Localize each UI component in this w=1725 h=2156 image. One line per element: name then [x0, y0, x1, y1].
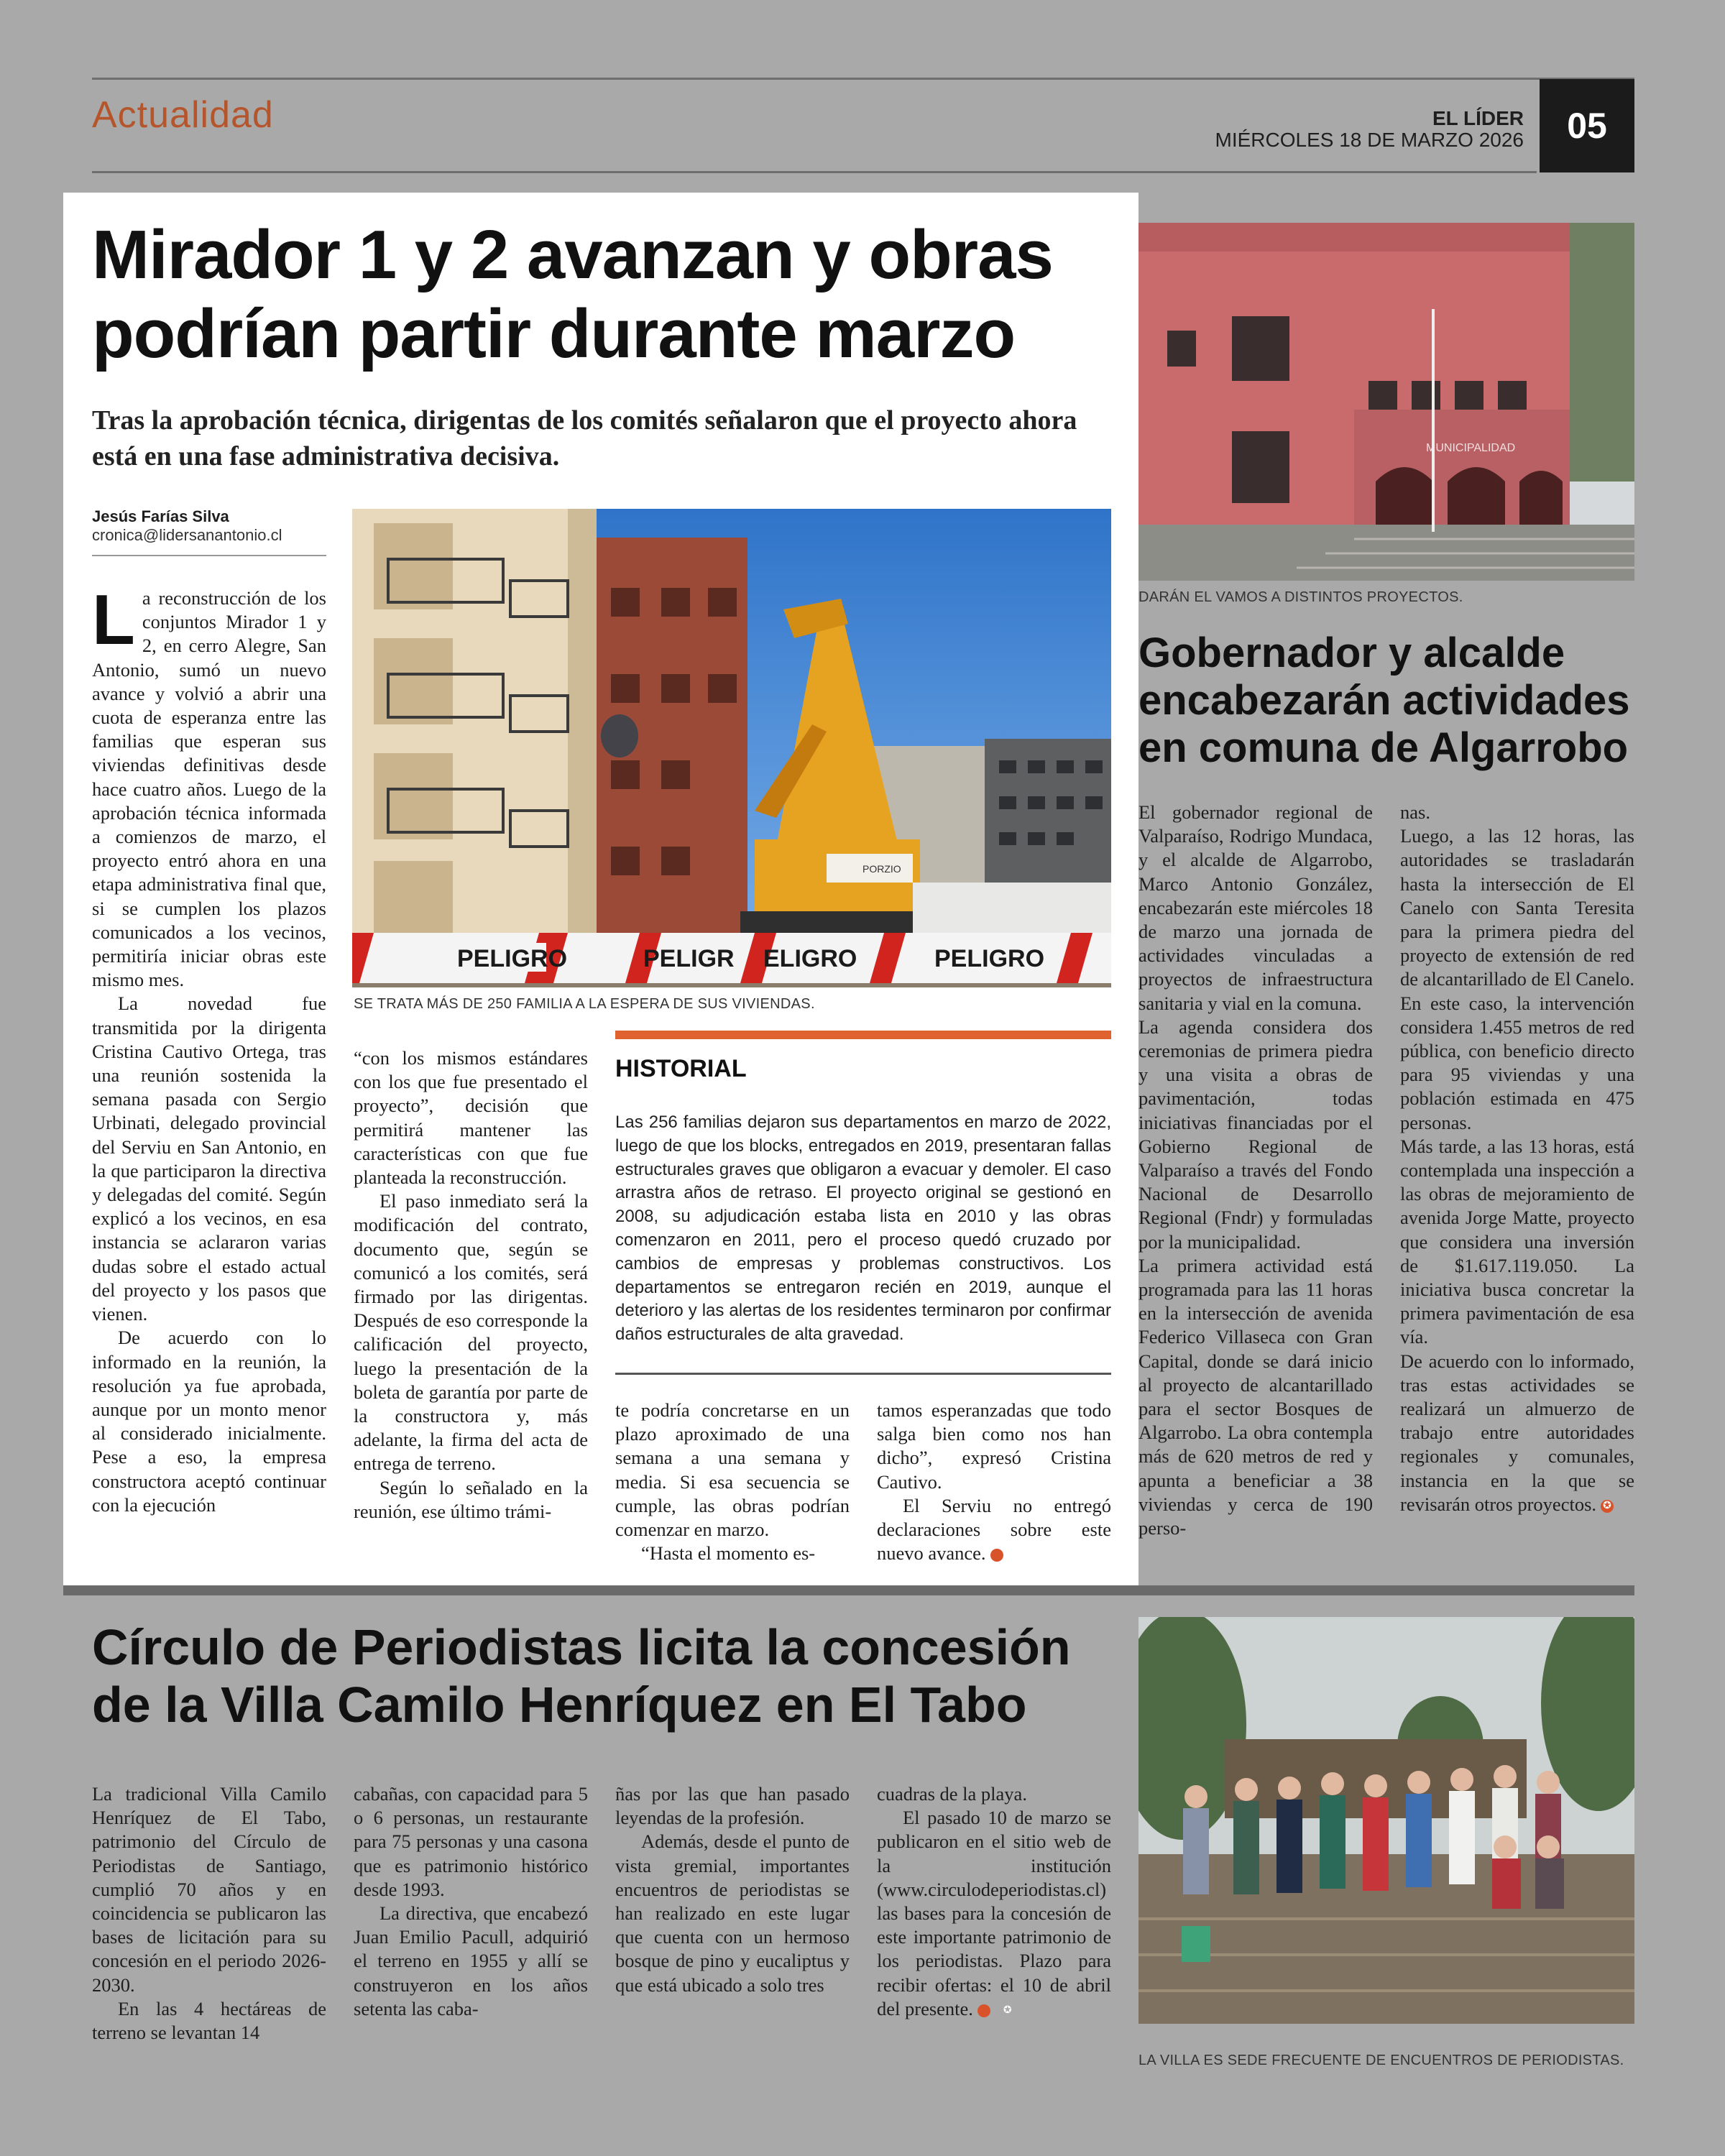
bottom-column-2 [354, 1782, 588, 2021]
municipal-building-graphic [1138, 223, 1634, 581]
main-column-4 [877, 1399, 1111, 1565]
main-paragraph-8: “Hasta el momento es- [641, 1542, 816, 1565]
page-number: 05 [1540, 79, 1634, 172]
construction-photo-graphic [352, 509, 1111, 987]
main-photo [352, 509, 1111, 987]
tape-label-4: PELIGRO [934, 945, 1045, 972]
side-photo-caption: DARÁN EL VAMOS A DISTINTOS PROYECTOS. [1138, 589, 1463, 605]
bottom-headline [92, 1618, 1120, 1733]
side-photo [1138, 223, 1634, 581]
svg-text:PORZIO: PORZIO [862, 863, 901, 875]
main-paragraph-6: Según lo señalado en la reunión, ese último trámi- [354, 1476, 588, 1522]
side-paragraph-5: Luego, a las 12 horas, las autoridades se trasladarán hasta la intersección de El Canelo con Santa Teresita para la primera piedra del proyecto de extensión de red de alcantarillado de El Canelo. [1400, 825, 1634, 990]
side-headline-line1: Gobernador y alcalde [1138, 630, 1565, 676]
main-deck: Tras la aprobación técnica, dirigentas de los comités señalaron que el proyecto ahora está en una fase administrativa decisiva. [92, 405, 1077, 471]
section-label: Actualidad [92, 94, 274, 136]
bottom-headline-line1: Círculo de Periodistas licita la concesión [92, 1619, 1071, 1675]
side-column-2 [1400, 801, 1634, 1516]
main-column-1 [92, 580, 326, 1517]
bottom-column-3 [615, 1782, 850, 1997]
bottom-column-4 [877, 1782, 1111, 2021]
main-paragraph-7: te podría concretarse en un plazo aproximado de una semana a una semana y media. Si esa secuencia se cumple, las obras podrían comenzar en marzo. [615, 1399, 850, 1541]
bottom-paragraph-5: ñas por las que han pasado leyendas de la profesión. [615, 1783, 850, 1829]
side-paragraph-6: En este caso, la intervención considera 1.455 metros de red pública, con beneficio directo para 95 viviendas y una población estimada en 475 personas. [1400, 992, 1634, 1133]
main-column-2 [354, 1046, 588, 1524]
group-photo [1138, 1617, 1634, 2024]
side-headline [1138, 630, 1634, 772]
bottom-paragraph-3: cabañas, con capacidad para 5 o 6 personas, un restaurante para 75 personas y una casona que es patrimonio histórico desde 1993. [354, 1783, 588, 1900]
dropcap: L [92, 580, 135, 659]
bottom-paragraph-2: En las 4 hectáreas de terreno se levantan 14 [92, 1997, 326, 2044]
author-name: Jesús Farías Silva [92, 507, 229, 525]
tape-label-3: ELIGRO [763, 945, 857, 972]
bottom-paragraph-1: La tradicional Villa Camilo Henríquez de El Tabo, patrimonio del Círculo de Periodistas de Santiago, cumplió 70 años y en coincidencia se publicaron las bases de licitación para su concesión en el periodo 2026-2030. [92, 1783, 326, 1996]
bottom-paragraph-8: El pasado 10 de marzo se publicaron en el sitio web de la institución (www.circulodeperiodistas.cl) las bases para la concesión de este importante patrimonio de los periodistas. Plazo para recibir ofertas: el 10 de abril del presente. ✪ [877, 1807, 1111, 2019]
main-headline [92, 216, 1141, 374]
author-email: cronica@lidersanantonio.cl [92, 526, 282, 544]
main-photo-caption: SE TRATA MÁS DE 250 FAMILIA A LA ESPERA DE SUS VIVIENDAS. [354, 996, 815, 1012]
historial-accent-bar [615, 1031, 1111, 1039]
side-paragraph-3: La primera actividad está programada para las 11 horas en la intersección de avenida Federico Villaseca con Gran Capital, donde se dará inicio al proyecto de alcantarillado para el sector Bosques de Algarrobo. La obra contempla más de 620 metros de red y apunta a beneficiar a 38 viviendas y cerca de 190 perso- [1138, 1254, 1373, 1539]
main-column-3 [615, 1399, 850, 1565]
side-paragraph-4: nas. [1400, 801, 1430, 823]
end-mark-icon: ✪ [990, 1549, 1003, 1562]
newspaper-name: EL LÍDER [1432, 107, 1524, 129]
main-paragraph-4: “con los mismos estándares con los que fue presentado el proyecto”, decisión que permitirá mantener las características con que fue planteada la reconstrucción. [354, 1047, 588, 1189]
tape-label-2: PELIGR [643, 945, 735, 972]
main-paragraph-9: tamos esperanzadas que todo salga bien como nos han dicho”, expresó Cristina Cautivo. [877, 1399, 1111, 1493]
side-end-mark-icon: ✪ [1601, 1500, 1614, 1513]
main-paragraph-2: La novedad fue transmitida por la dirigenta Cristina Cautivo Ortega, tras una reunión sostenida la semana pasada con Sergio Urbinati, delegado provincial del Serviu en San Antonio, en la que participaron la directiva y delegadas del comité. Según explicó a los vecinos, en esa instancia se aclararon varias dudas sobre el estado actual del proyecto y los pasos que vienen. [92, 992, 326, 1325]
historial-text: Las 256 familias dejaron sus departamentos en marzo de 2022, luego de que los blocks, entregados en 2019, presentaran fallas estructurales graves que obligaron a evacuar y demoler. El caso arrastra años de retraso. El proyecto original se gestionó en 2008, su adjudicación estaba lista en 2010 y las obras comenzaron en 2011, pero el proceso quedó cruzado por cambios de empresas y problemas constructivos. Los departamentos se entregaron recién en 2019, aunque el deterioro y las alertas de los residentes terminaron por confirmar daños estructurales de alta gravedad. [615, 1112, 1111, 1345]
building-sign: MUNICIPALIDAD [1426, 442, 1516, 454]
main-paragraph-10: El Serviu no entregó declaraciones sobre este nuevo avance. ✪ [877, 1494, 1111, 1565]
bottom-column-1 [92, 1782, 326, 2045]
side-headline-line2: encabezarán actividades [1138, 677, 1630, 724]
side-headline-line3: en comuna de Algarrobo [1138, 724, 1629, 771]
main-paragraph-3: De acuerdo con lo informado en la reunión, la resolución ya fue aprobada, aunque por un monto menor al considerado inicialmente. Pese a eso, la empresa constructora aceptó continuar con la ejecución [92, 1327, 326, 1516]
historial-title: HISTORIAL [615, 1055, 747, 1082]
side-paragraph-1: El gobernador regional de Valparaíso, Rodrigo Mundaca, y el alcalde de Algarrobo, Marco Antonio González, encabezarán este miércoles 18 de marzo una jornada de actividades vinculadas a proyectos de infraestructura sanitaria y vial en la comuna. [1138, 801, 1373, 1014]
issue-date: MIÉRCOLES 18 DE MARZO 2026 [1215, 129, 1524, 151]
bottom-paragraph-7: cuadras de la playa. [877, 1783, 1027, 1805]
side-paragraph-8: De acuerdo con lo informado, tras estas actividades se realizará un almuerzo de trabajo entre autoridades regionales y comunales, instancia en la que se revisarán otros proyectos. ✪ [1400, 1350, 1634, 1515]
bottom-headline-line2: de la Villa Camilo Henríquez en El Tabo [92, 1677, 1027, 1733]
bottom-paragraph-6: Además, desde el punto de vista gremial, importantes encuentros de periodistas se han realizado en este lugar que cuenta con un hermoso bosque de pino y eucaliptus y que está ubicado a solo tres [615, 1830, 850, 1996]
main-headline-line2: podrían partir durante marzo [92, 295, 1016, 372]
main-headline-line1: Mirador 1 y 2 avanzan y obras [92, 216, 1053, 293]
bottom-paragraph-4: La directiva, que encabezó Juan Emilio Pacull, adquirió el terreno en 1955 y allí se construyeron en los años setenta las caba- [354, 1902, 588, 2019]
bottom-end-mark-icon: ✪ [978, 2004, 990, 2017]
tape-label-1: PELIGRO [457, 945, 568, 972]
group-photo-caption: LA VILLA ES SEDE FRECUENTE DE ENCUENTROS DE PERIODISTAS. [1138, 2053, 1624, 2068]
group-photo-graphic [1138, 1617, 1634, 2024]
side-paragraph-7: Más tarde, a las 13 horas, está contemplada una inspección a las obras de mejoramiento de avenida Jorge Matte, proyecto que considera una inversión de $1.617.119.050. La iniciativa busca concretar la primera pavimentación de esa vía. [1400, 1135, 1634, 1348]
main-paragraph-1: La reconstrucción de los conjuntos Mirador 1 y 2, en cerro Alegre, San Antonio, sumó un nuevo avance y volvió a abrir una cuota de esperanza entre las familias que esperan sus viviendas definitivas desde hace cuatro años. Luego de la aprobación técnica informada a comienzos de marzo, el proyecto entró ahora en una etapa administrativa final que, si se cumplen los plazos comunicados a los vecinos, permitiría iniciar obras este mismo mes. [92, 580, 326, 991]
main-paragraph-5: El paso inmediato será la modificación del contrato, documento que, según se comunicó a los comités, será firmado por las dirigentas. Después de eso corresponde la calificación del proyecto, luego la presentación de la boleta de garantía por parte de la constructora y, más adelante, la firma del acta de entrega de terreno. [354, 1190, 588, 1475]
side-paragraph-2: La agenda considera dos ceremonias de primera piedra y una visita a obras de pavimentación, todas iniciativas financiadas por el Gobierno Regional de Valparaíso a través del Fondo Nacional de Desarrollo Regional (Fndr) y formuladas por la municipalidad. [1138, 1015, 1373, 1253]
side-column-1 [1138, 801, 1373, 1540]
